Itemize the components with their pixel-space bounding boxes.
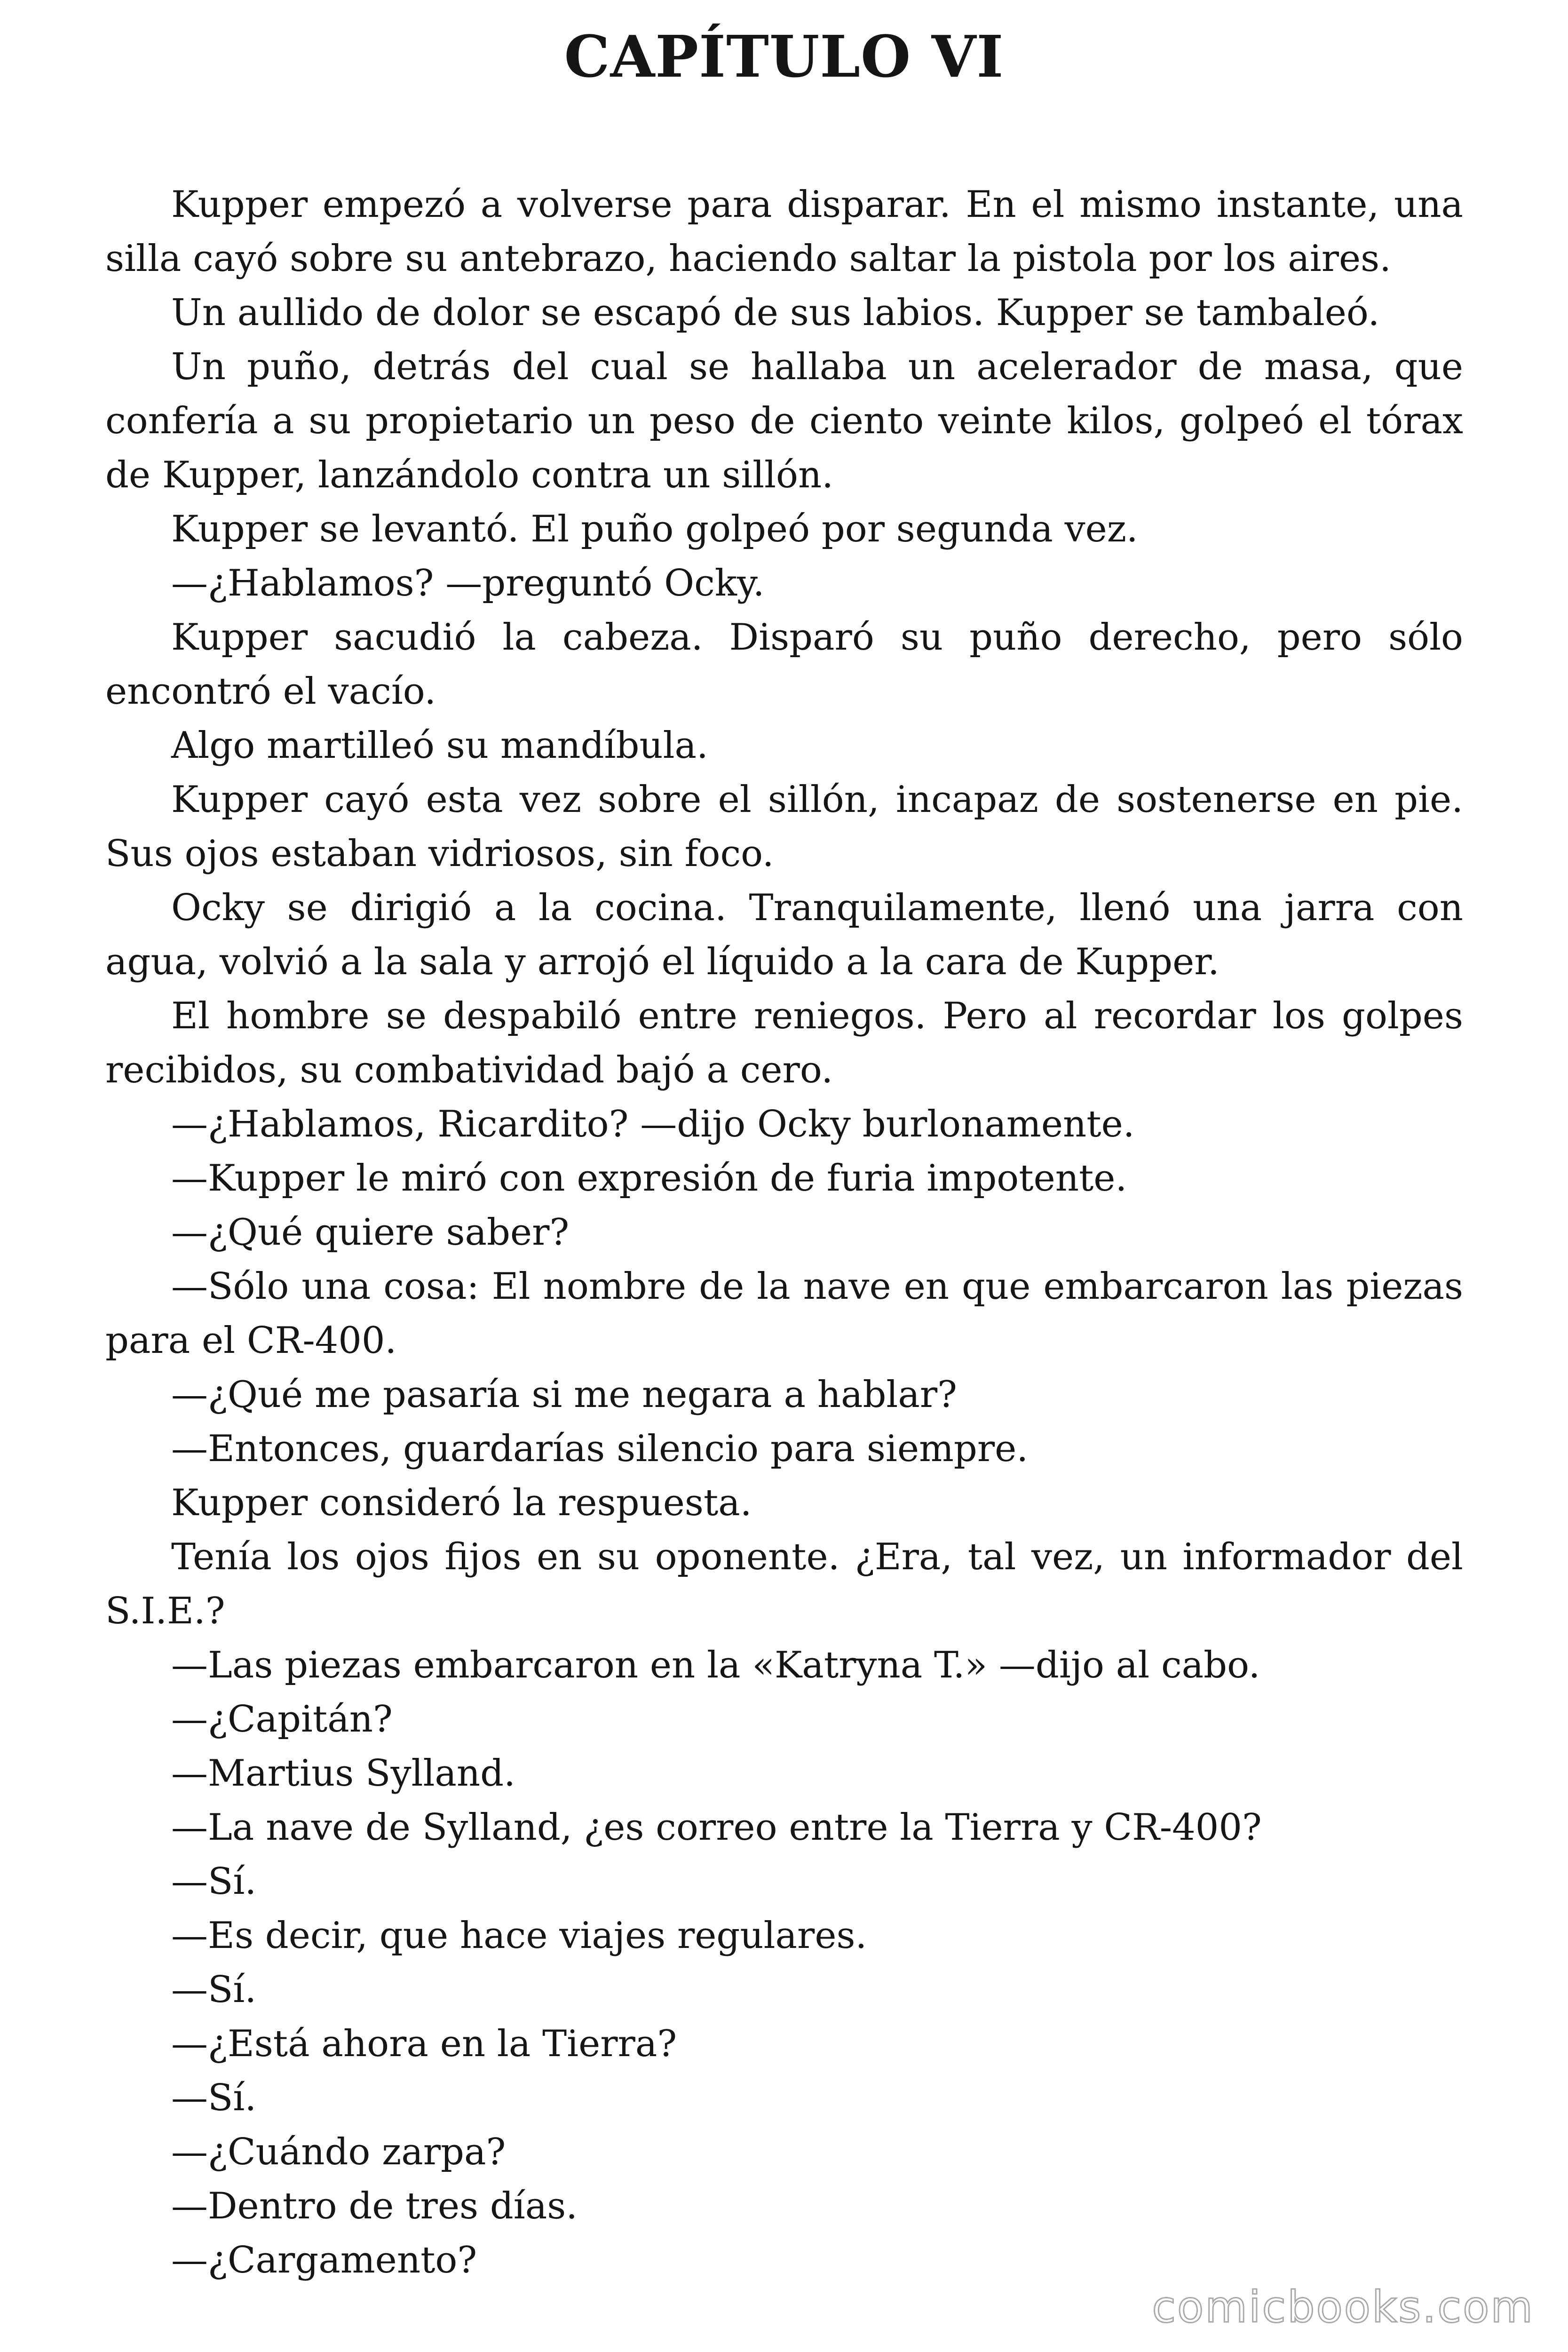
paragraph: —¿Capitán? [171,1698,393,1740]
paragraph: —Dentro de tres días. [171,2185,578,2227]
paragraph: Ocky se dirigió a la cocina. Tranquilamente, llenó una jarra con agua, volvió a la sala y arrojó el líquido a la cara de Kupper. [105,887,1463,983]
paragraph: —¿Está ahora en la Tierra? [171,2023,677,2065]
paragraph: —¿Qué quiere saber? [171,1211,570,1254]
paragraph: —¿Qué me pasaría si me negara a hablar? [171,1374,957,1416]
paragraph: —Sí. [171,2077,257,2119]
watermark-logo: comicbooks.com [1152,2282,1534,2332]
paragraph: —¿Cargamento? [171,2239,477,2281]
paragraph: —¿Hablamos, Ricardito? —dijo Ocky burlonamente. [171,1103,1135,1145]
paragraph: —Es decir, que hace viajes regulares. [171,1915,867,1957]
paragraph: Algo martilleó su mandíbula. [171,724,708,767]
paragraph: Kupper consideró la respuesta. [171,1482,752,1524]
paragraph: —La nave de Sylland, ¿es correo entre la Tierra y CR-400? [171,1806,1262,1849]
paragraph: El hombre se despabiló entre reniegos. Pero al recordar los golpes recibidos, su combatividad bajó a cero. [105,995,1463,1091]
paragraph: Un aullido de dolor se escapó de sus labios. Kupper se tambaleó. [171,292,1380,334]
paragraph: Kupper sacudió la cabeza. Disparó su puño derecho, pero sólo encontró el vacío. [105,616,1463,713]
chapter-body [105,178,1463,2288]
paragraph: Kupper empezó a volverse para disparar. En el mismo instante, una silla cayó sobre su antebrazo, haciendo saltar la pistola por los aires. [105,183,1463,280]
paragraph: —Sólo una cosa: El nombre de la nave en que embarcaron las piezas para el CR-400. [105,1265,1463,1362]
paragraph: —¿Hablamos? —preguntó Ocky. [171,562,765,604]
paragraph: —Kupper le miró con expresión de furia impotente. [171,1157,1127,1200]
paragraph: Un puño, detrás del cual se hallaba un acelerador de masa, que confería a su propietario un peso de ciento veinte kilos, golpeó el tórax de Kupper, lanzándolo contra un sillón. [105,346,1463,496]
paragraph: Tenía los ojos fijos en su oponente. ¿Era, tal vez, un informador del S.I.E.? [105,1536,1463,1632]
paragraph: —Entonces, guardarías silencio para siempre. [171,1428,1029,1470]
paragraph: Kupper cayó esta vez sobre el sillón, incapaz de sostenerse en pie. Sus ojos estaban vidriosos, sin foco. [105,779,1463,875]
paragraph: —¿Cuándo zarpa? [171,2131,506,2173]
paragraph: —Sí. [171,1860,257,1903]
chapter-title: CAPÍTULO VI [564,23,1004,90]
paragraph: —Sí. [171,1969,257,2011]
paragraph: —Las piezas embarcaron en la «Katryna T.» —dijo al cabo. [171,1644,1260,1686]
paragraph: —Martius Sylland. [171,1752,515,1795]
paragraph: Kupper se levantó. El puño golpeó por segunda vez. [171,508,1138,550]
